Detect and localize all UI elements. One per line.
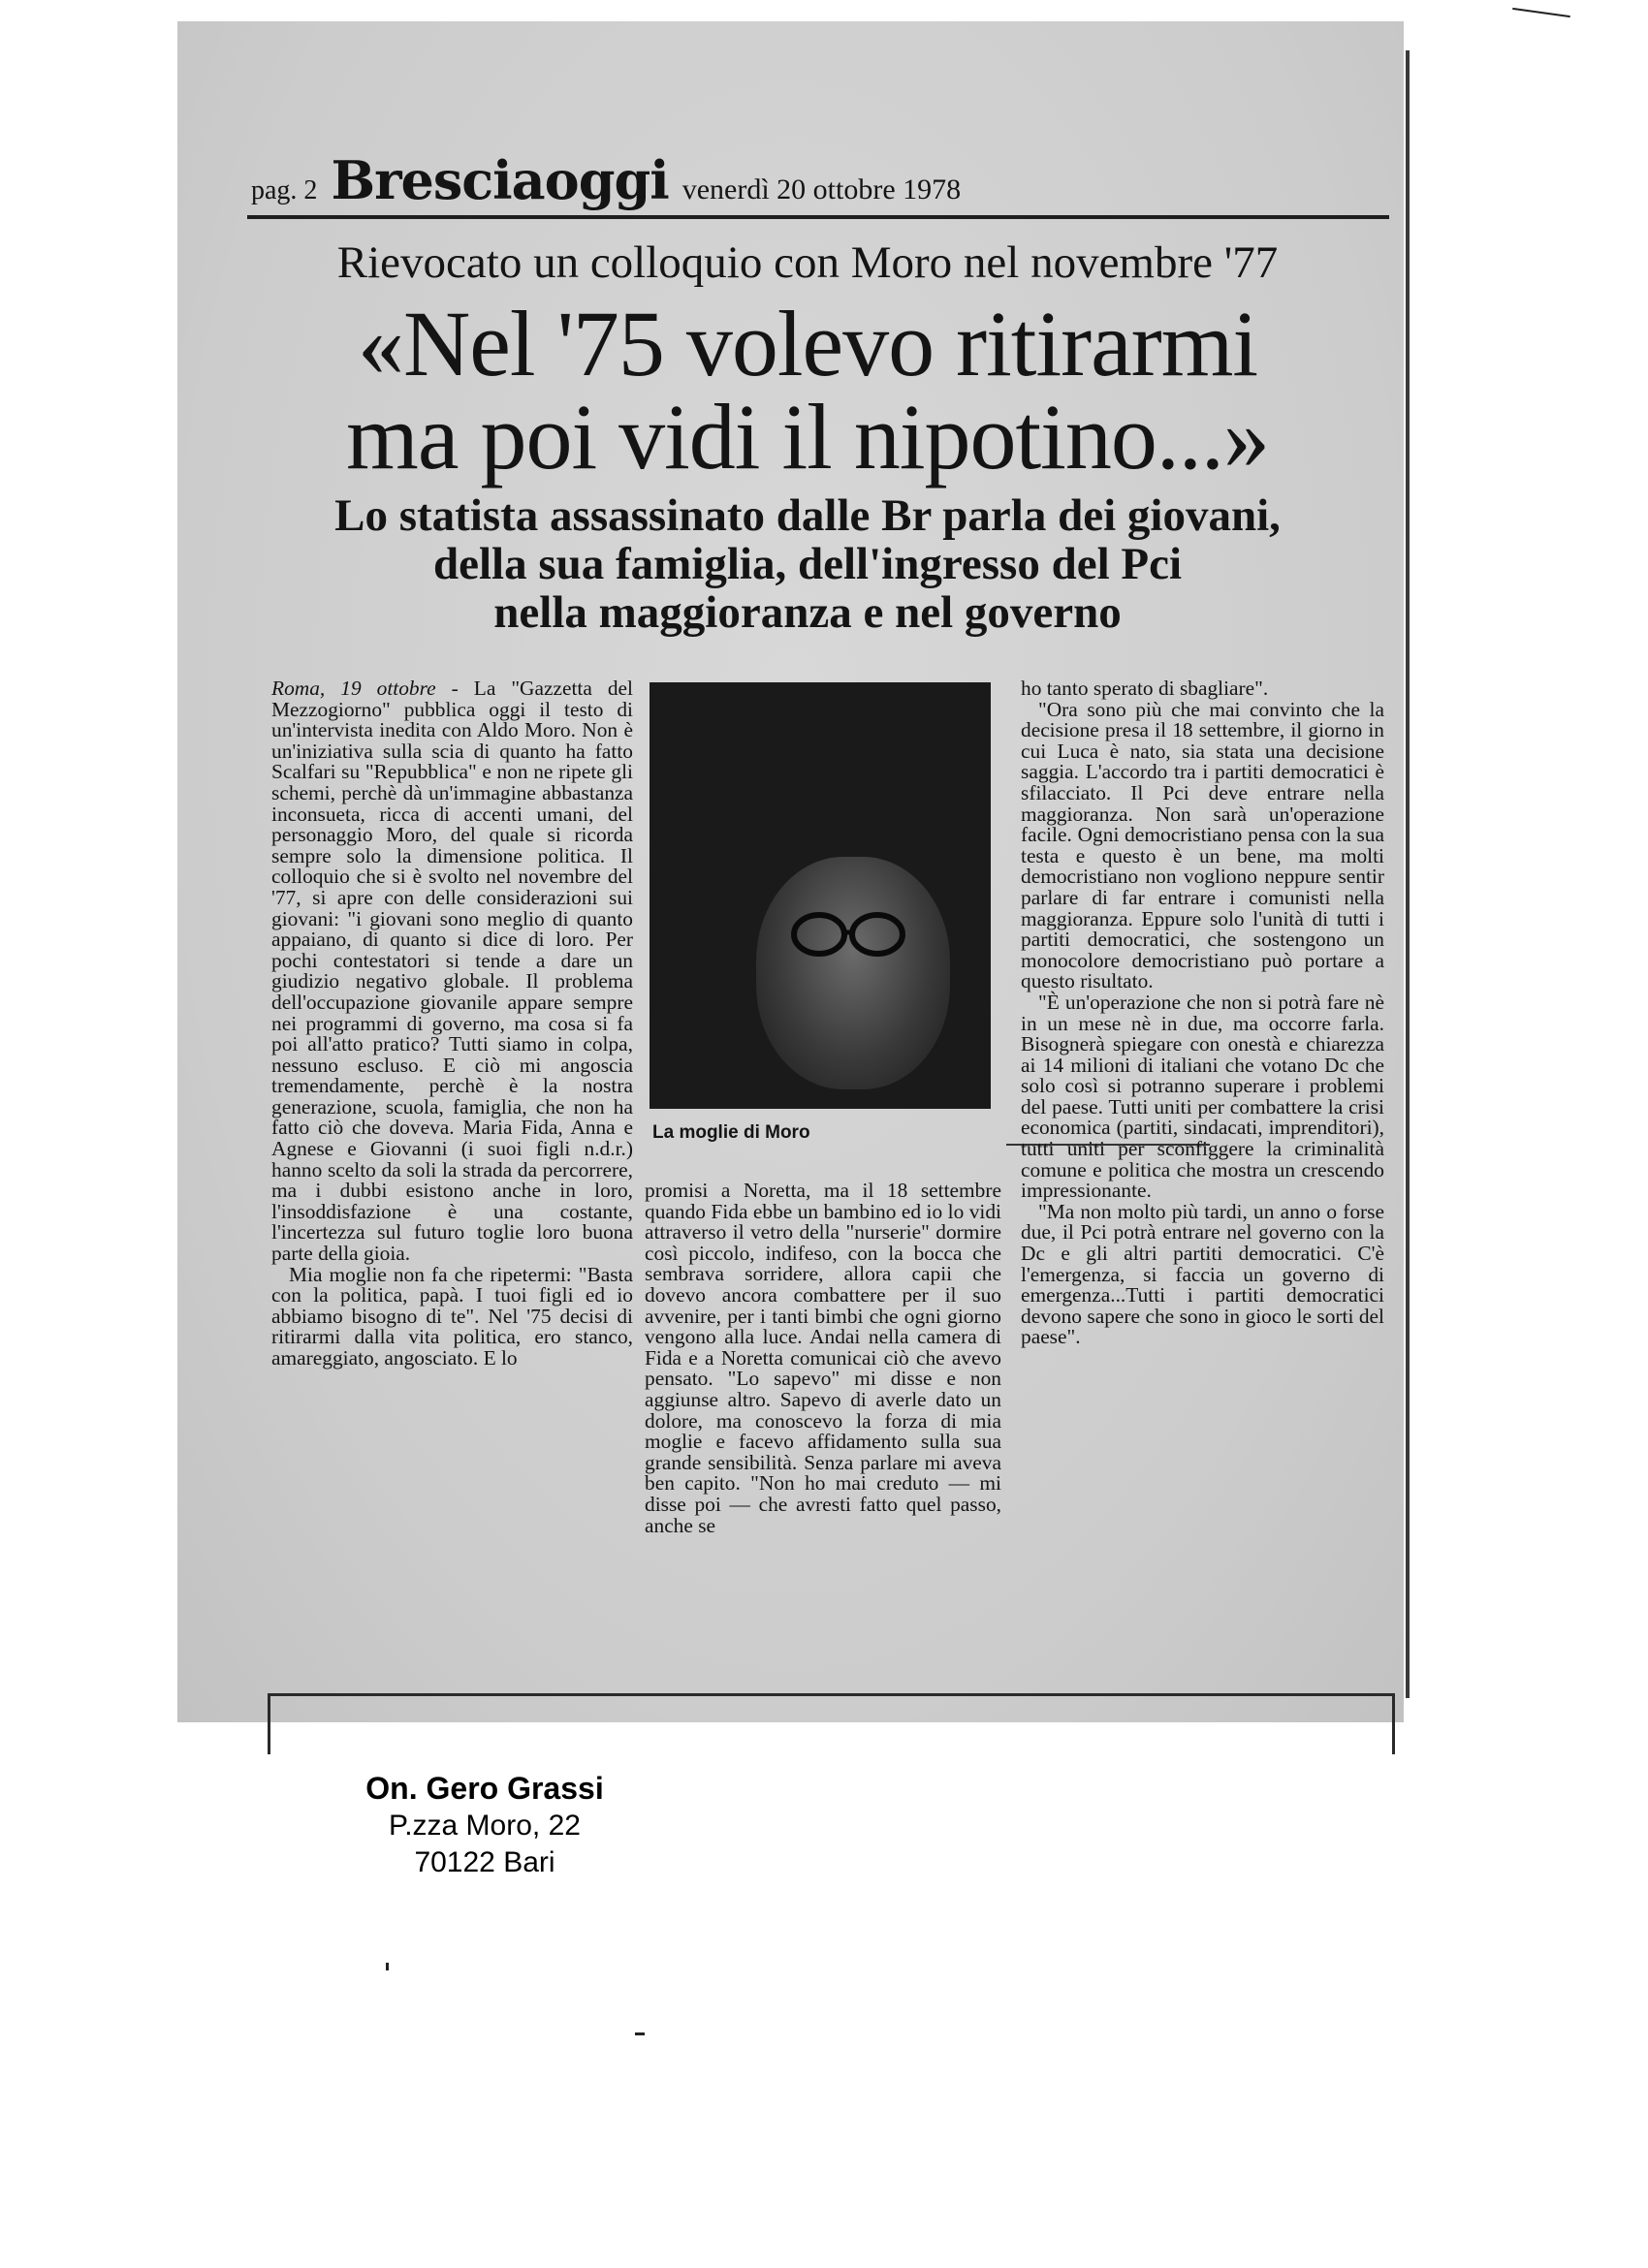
photo-moro-wife [650, 682, 991, 1109]
paragraph: ho tanto sperato di sbagliare". [1021, 677, 1269, 700]
scan-speck [1512, 8, 1570, 17]
deck-line-1: Lo statista assassinato dalle Br parla dei giovani, [334, 490, 1281, 541]
glasses-shape [785, 905, 911, 963]
deck [236, 491, 1379, 637]
deck-line-2: della sua famiglia, dell'ingresso del Pci [432, 539, 1183, 589]
photo-caption: La moglie di Moro [652, 1122, 810, 1143]
paragraph-text: - La "Gazzetta del Mezzogiorno" pubblica oggi il testo di un'intervista inedita con Aldo Moro. Non è un'iniziativa sulla scia di quanto ha fatto Scalfari su "Repubblica" e non ne ripete gli schemi, perchè dà un'immagine abbastanza inconsueta, ricca di accenti umani, del personaggio Moro, del quale si ricorda sempre solo la dimensione politica. Il colloquio che si è svolto nel novembre del '77, si apre con delle considerazioni sui giovani: "i giovani sono meglio di quanto appaiano, di quanto si dice di loro. Per pochi contestatori si tende a dare un giudizio negativo globale. Il problema dell'occupazione giovanile appare sempre nei programmi di governo, ma cosa si fa poi all'atto pratico? Tutti siamo in colpa, nessuno escluso. E ciò mi angoscia tremendamente, perchè è la nostra generazione, scuola, famiglia, che non ha fatto ciò che doveva. Maria Fida, Anna e Agnese e Giovanni (i suoi figli n.d.r.) hanno scelto da soli la strada da percorrere, ma i dubbi esistono anche in loro, l'insoddisfazione è una costante, l'incertezza sul futuro toglie loro buona parte della gioia. [271, 677, 633, 1266]
sender-stamp [325, 1769, 645, 1881]
paragraph: "Ora sono più che mai convinto che la decisione presa il 18 settembre, il giorno in cui Luca è nato, sia stata una decisione saggia. L'accordo tra i partiti democratici è sfilacciato. Il Pci deve entrare nella maggioranza. Non sarà un'operazione facile. Ogni democristiano pensa con la sua testa e questo è un bene, ma molti democristiano non vogliono neppure sentir parlare di far entrare i comunisti nella maggioranza. Eppure solo l'unità di tutti i partiti democratici, che sostengono un monocolore democristiano può portare a questo risultato. [1021, 697, 1384, 993]
bottom-frame [268, 1693, 1395, 1754]
headline-line-2: ma poi vidi il nipotino...» [346, 385, 1269, 488]
paragraph: "Ma non molto più tardi, un anno o forse due, il Pci potrà entrare nel governo con la Dc e gli altri partiti democratici. C'è l'emergenza, si faccia un governo di emergenza...Tutti i partiti democratici devono sapere che sono in gioco le sorti del paese". [1021, 1199, 1384, 1349]
deck-line-3: nella maggioranza e nel governo [493, 587, 1122, 638]
issue-date: venerdì 20 ottobre 1978 [681, 173, 962, 205]
stamp-city: 70122 Bari [414, 1846, 555, 1878]
clipping-edge-shadow [1406, 50, 1410, 1698]
masthead-rule [247, 215, 1389, 219]
newspaper-name: Bresciaoggi [331, 149, 669, 211]
paragraph: "È un'operazione che non si potrà fare nè in un mese nè in due, ma occorre farla. Bisognerà spiegare con onestà e chiarezza ai 14 milioni di italiani che votano Dc che solo così si potranno superare i problemi del paese. Tutti uniti per combattere la crisi economica (partiti, sindacati, imprenditori), tutti uniti per sconfiggere la criminalità comune e politica che mostra un crescendo impressionante. [1021, 990, 1384, 1203]
photo-figure [756, 857, 950, 1089]
masthead [251, 149, 961, 211]
article-column-1 [271, 678, 633, 1370]
dateline: Roma, 19 ottobre [271, 677, 436, 700]
stamp-name: On. Gero Grassi [365, 1771, 604, 1806]
paragraph: Mia moglie non fa che ripetermi: "Basta con la politica, papà. I tuoi figli ed io abbiamo bisogno di te". Nel '75 decisi di ritirarmi dalla vita politica, ero stanco, amareggiato, angosciato. E lo [271, 1262, 633, 1370]
headline-line-1: «Nel '75 volevo ritirarmi [357, 292, 1258, 395]
article-column-3 [1021, 678, 1384, 1348]
paragraph [271, 678, 633, 1265]
newspaper-clipping-scan [177, 21, 1404, 1722]
stamp-street: P.zza Moro, 22 [389, 1810, 581, 1842]
kicker: Rievocato un colloquio con Moro nel novembre '77 [336, 237, 1279, 288]
article-column-2 [645, 1181, 1001, 1536]
scan-speck [635, 2032, 645, 2035]
scan-speck [386, 1963, 389, 1970]
page-label: pag. 2 [251, 175, 318, 205]
paragraph: promisi a Noretta, ma il 18 settembre quando Fida ebbe un bambino ed io lo vidi attraverso il vetro della "nurserie" dormire così piccolo, indifeso, con la bocca che sembrava sorridere, allora capii che dovevo ancora combattere per il suo avvenire, per i tanti bimbi che ogni giorno vengono alla luce. Andai nella camera di Fida e a Noretta comunicai ciò che avevo pensato. "Lo sapevo" mi disse e non aggiunse altro. Sapevo di averle dato un dolore, ma conoscevo la forza di mia moglie e facevo affidamento sulla sua grande sensibilità. Senza parlare mi aveva ben capito. "Non ho mai creduto — mi disse poi — che avresti fatto quel passo, anche se [645, 1179, 1001, 1537]
headline [236, 292, 1379, 488]
